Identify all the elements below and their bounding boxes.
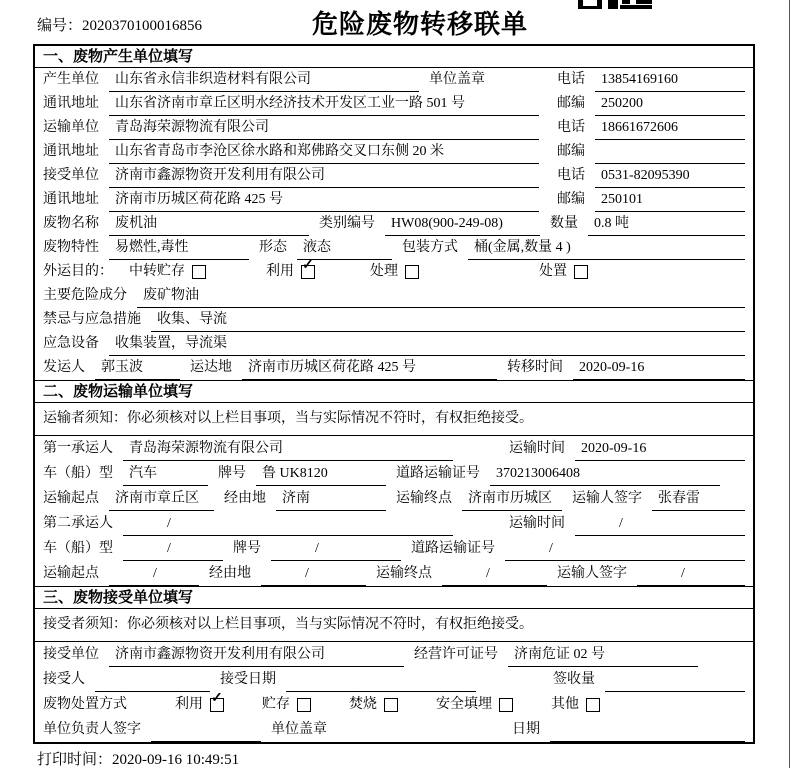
zip-label: 邮编 [557, 96, 585, 111]
receive-unit-value: 济南市鑫源物资开发利用有限公司 [109, 164, 539, 188]
plate-label: 牌号 [218, 466, 246, 481]
transport-time1-value: 2020-09-16 [575, 436, 745, 461]
option-label: 利用 [175, 697, 203, 712]
disposal-option-incinerate [349, 692, 398, 717]
transport-time2-value: / [575, 511, 745, 536]
transfer-time-value: 2020-09-16 [573, 356, 745, 380]
manifest-form [33, 44, 755, 744]
row-receive-address [35, 188, 753, 212]
purpose-label: 外运目的： [43, 264, 113, 279]
disposal-option-landfill [436, 692, 513, 717]
address-label: 通讯地址 [43, 144, 99, 159]
receive-date-value [286, 667, 476, 692]
doc-number [37, 14, 202, 35]
trait-label: 废物特性 [43, 240, 99, 255]
row-vehicle2 [35, 536, 753, 561]
form-label: 形态 [259, 240, 287, 255]
carrier1-value: 青岛海荣源物流有限公司 [123, 436, 453, 461]
row-equipment [35, 332, 753, 356]
waste-name-label: 废物名称 [43, 216, 99, 231]
vehicle-type-label: 车（船）型 [43, 466, 113, 481]
zip-label: 邮编 [557, 192, 585, 207]
row-route2 [35, 561, 753, 586]
road-permit2-value: / [505, 536, 745, 561]
producer-phone-value: 13854169160 [595, 68, 745, 92]
transport-time-label: 运输时间 [509, 516, 565, 531]
destination-label: 运达地 [190, 360, 232, 375]
section1-header: 一、废物产生单位填写 [35, 46, 753, 68]
doc-number-value: 2020370100016856 [82, 18, 203, 34]
checkbox-utilize-icon [210, 698, 224, 712]
produce-unit-label: 产生单位 [43, 72, 99, 87]
via2-value: / [261, 561, 366, 586]
option-label: 处理 [370, 264, 398, 279]
road-permit-label: 道路运输证号 [411, 541, 495, 556]
option-label: 中转贮存 [129, 264, 185, 279]
receive-unit-label: 接受单位 [43, 647, 99, 662]
receipt-qty-value [605, 667, 745, 692]
transport-phone-value: 18661672606 [595, 116, 745, 140]
row-carrier2 [35, 511, 753, 536]
checkbox-incinerate-icon [384, 698, 398, 712]
option-label: 利用 [266, 264, 294, 279]
producer-zip-value: 250200 [595, 92, 745, 116]
leader-sign-label: 单位负责人签字 [43, 722, 141, 737]
purpose-option-treat [370, 260, 419, 284]
date-value [550, 717, 745, 742]
carrier2-value: / [123, 511, 453, 536]
origin-label: 运输起点 [43, 491, 99, 506]
origin1-value: 济南市章丘区 [109, 486, 214, 511]
end-label: 运输终点 [396, 491, 452, 506]
road-permit-label: 道路运输证号 [396, 466, 480, 481]
packing-label: 包装方式 [402, 240, 458, 255]
print-time-value: 2020-09-16 10:49:51 [112, 752, 240, 768]
phone-label: 电话 [557, 120, 585, 135]
vehicle2-value: / [123, 536, 223, 561]
row-waste-trait [35, 236, 753, 260]
end1-value: 济南市历城区 [462, 486, 562, 511]
address-label: 通讯地址 [43, 96, 99, 111]
row-waste-name [35, 212, 753, 236]
packing-value: 桶(金属,数量 4 ) [468, 236, 745, 260]
end-label: 运输终点 [376, 566, 432, 581]
trait-value: 易燃性,毒性 [109, 236, 249, 260]
row-taboo [35, 308, 753, 332]
plate1-value: 鲁 UK8120 [256, 461, 386, 486]
transport-address-value: 山东省青岛市李沧区徐水路和郑佛路交叉口东侧 20 米 [109, 140, 539, 164]
qr-code-fragment-icon [578, 0, 654, 10]
taboo-label: 禁忌与应急措施 [43, 312, 141, 327]
carrier-sign2-value: / [637, 561, 745, 586]
taboo-value: 收集、导流 [151, 308, 745, 332]
receive-date-label: 接受日期 [220, 672, 276, 687]
end2-value: / [442, 561, 547, 586]
hazard-label: 主要危险成分 [43, 288, 127, 303]
via-label: 经由地 [209, 566, 251, 581]
section-producer [35, 46, 753, 380]
carrier-sign1-value: 张春雷 [652, 486, 745, 511]
unit-seal-label: 单位盖章 [429, 72, 485, 87]
category-label: 类别编号 [319, 216, 375, 231]
transport-zip-value [595, 140, 745, 164]
producer-address-value: 山东省济南市章丘区明水经济技术开发区工业一路 501 号 [109, 92, 539, 116]
row-produce-unit [35, 68, 753, 92]
receiver-label: 接受人 [43, 672, 85, 687]
vehicle-type-label: 车（船）型 [43, 541, 113, 556]
carrier1-label: 第一承运人 [43, 441, 113, 456]
equipment-value: 收集装置，导流渠 [109, 332, 745, 356]
row-receive-unit [35, 164, 753, 188]
print-time [37, 748, 239, 768]
origin-label: 运输起点 [43, 566, 99, 581]
disposal-option-utilize [175, 692, 224, 717]
shipper-value: 郭玉波 [95, 356, 180, 380]
transport-time-label: 运输时间 [509, 441, 565, 456]
row-carrier1 [35, 436, 753, 461]
doc-number-label: 编号： [37, 18, 83, 34]
receive-zip-value: 250101 [595, 188, 745, 212]
carrier-sign-label: 运输人签字 [557, 566, 627, 581]
checkbox-dispose-icon [574, 265, 588, 279]
row-vehicle1 [35, 461, 753, 486]
checkbox-other-icon [586, 698, 600, 712]
receive-phone-value: 0531-82095390 [595, 164, 745, 188]
address-label: 通讯地址 [43, 192, 99, 207]
plate-label: 牌号 [233, 541, 261, 556]
option-label: 贮存 [262, 697, 290, 712]
transport-unit-label: 运输单位 [43, 120, 99, 135]
row-route1 [35, 486, 753, 511]
row-producer-address [35, 92, 753, 116]
equipment-label: 应急设备 [43, 336, 99, 351]
purpose-option-storage [129, 260, 206, 284]
category-value: HW08(900-249-08) [385, 212, 540, 236]
receive-unit-label: 接受单位 [43, 168, 99, 183]
waste-name-value: 废机油 [109, 212, 309, 236]
receiver-notice: 接受者须知：你必须核对以上栏目事项，当与实际情况不符时，有权拒绝接受。 [35, 609, 753, 642]
transport-unit-value: 青岛海荣源物流有限公司 [109, 116, 539, 140]
destination-value: 济南市历城区荷花路 425 号 [242, 356, 497, 380]
checkbox-landfill-icon [499, 698, 513, 712]
section-transporter [35, 380, 753, 586]
transfer-time-label: 转移时间 [507, 360, 563, 375]
page-edge-divider [789, 0, 790, 768]
transporter-notice: 运输者须知：你必须核对以上栏目事项，当与实际情况不符时，有权拒绝接受。 [35, 403, 753, 436]
via-label: 经由地 [224, 491, 266, 506]
phone-label: 电话 [557, 72, 585, 87]
date-label: 日期 [512, 722, 540, 737]
phone-label: 电话 [557, 168, 585, 183]
leader-sign-value [151, 717, 261, 742]
shipper-label: 发运人 [43, 360, 85, 375]
unit-seal-label: 单位盖章 [271, 722, 327, 737]
row-disposal [35, 692, 753, 717]
section2-header: 二、废物运输单位填写 [35, 381, 753, 403]
quantity-label: 数量 [550, 216, 578, 231]
page-title: 危险废物转移联单 [312, 9, 529, 39]
disposal-option-store [262, 692, 311, 717]
print-time-label: 打印时间： [37, 752, 113, 768]
receipt-qty-label: 签收量 [553, 672, 595, 687]
receiver-value [95, 667, 210, 692]
option-label: 焚烧 [349, 697, 377, 712]
section-receiver [35, 586, 753, 742]
option-label: 处置 [539, 264, 567, 279]
zip-label: 邮编 [557, 144, 585, 159]
receiver-unit-value: 济南市鑫源物资开发利用有限公司 [109, 642, 404, 667]
checkbox-utilize-icon [301, 265, 315, 279]
plate2-value: / [271, 536, 401, 561]
disposal-option-other [551, 692, 600, 717]
option-label: 安全填埋 [436, 697, 492, 712]
section3-header: 三、废物接受单位填写 [35, 587, 753, 609]
via1-value: 济南 [276, 486, 386, 511]
checkbox-treat-icon [405, 265, 419, 279]
license-value: 济南危证 02 号 [508, 642, 698, 667]
row-transport-address [35, 140, 753, 164]
checkbox-storage-icon [192, 265, 206, 279]
license-label: 经营许可证号 [414, 647, 498, 662]
purpose-option-utilize [266, 260, 315, 284]
quantity-value: 0.8 吨 [588, 212, 745, 236]
disposal-label: 废物处置方式 [43, 697, 127, 712]
road-permit1-value: 370213006408 [490, 461, 720, 486]
row-hazard [35, 284, 753, 308]
row-purpose [35, 260, 753, 284]
row-leader-sign [35, 717, 753, 742]
form-value: 液态 [297, 236, 392, 260]
option-label: 其他 [551, 697, 579, 712]
vehicle1-value: 汽车 [123, 461, 208, 486]
row-transport-unit [35, 116, 753, 140]
row-receiver-unit [35, 642, 753, 667]
origin2-value: / [109, 561, 199, 586]
hazard-value: 废矿物油 [137, 284, 745, 308]
produce-unit-value: 山东省永信非织造材料有限公司 [109, 68, 419, 92]
row-shipper [35, 356, 753, 380]
receive-address-value: 济南市历城区荷花路 425 号 [109, 188, 539, 212]
carrier-sign-label: 运输人签字 [572, 491, 642, 506]
purpose-option-dispose [539, 260, 588, 284]
row-receiver-person [35, 667, 753, 692]
carrier2-label: 第二承运人 [43, 516, 113, 531]
checkbox-store-icon [297, 698, 311, 712]
